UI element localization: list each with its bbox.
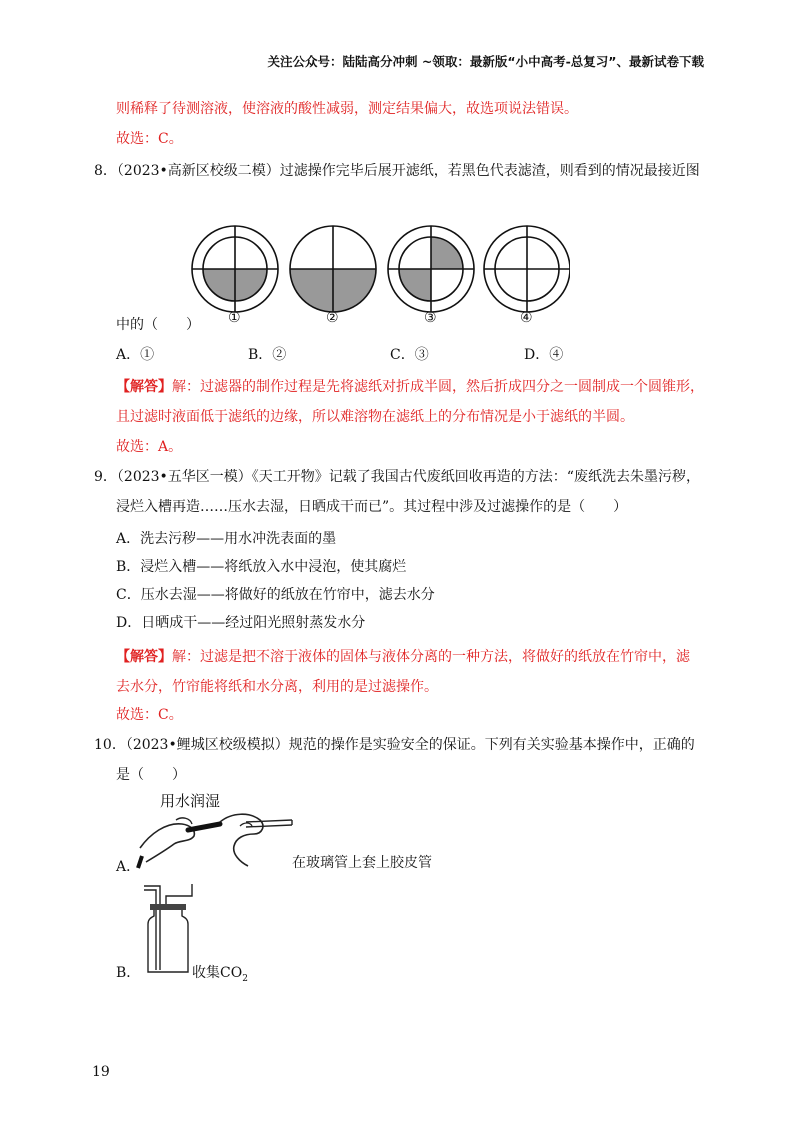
q10-optA-letter[interactable]: A． — [116, 859, 141, 875]
filter-figure-4 — [484, 226, 570, 312]
q8-figure-label-1: ① — [228, 310, 241, 326]
q8-analysis-1: 【解答】解：过滤器的制作过程是先将滤纸对折成半圆，然后折成四分之一圆制成一个圆锥形， — [116, 379, 704, 395]
q9-analysis-tag: 【解答】 — [116, 649, 172, 665]
q9-analysis-1: 【解答】解：过滤是把不溶于液体的固体与液体分离的一种方法，将做好的纸放在竹帘中，滤 — [116, 649, 690, 665]
prev-explain: 则稀释了待测溶液，使溶液的酸性减弱，测定结果偏大，故选项说法错误。 — [116, 101, 578, 117]
q8-option-d[interactable]: D．④ — [524, 347, 564, 363]
q8-analysis-tag: 【解答】 — [116, 379, 172, 395]
prev-answer: 故选：C。 — [116, 131, 183, 147]
q10-optA-illustration — [136, 810, 296, 872]
q10-optA-caption: 用水润湿 — [160, 792, 221, 810]
q9-stem-2: 浸烂入槽再造……压水去湿，日晒成干而已”。其过程中涉及过滤操作的是（ ） — [116, 499, 628, 515]
q9-analysis-2: 去水分，竹帘能将纸和水分离，利用的是过滤操作。 — [116, 679, 438, 695]
q8-figure-label-2: ② — [326, 310, 339, 326]
q8-figure-label-4: ④ — [520, 310, 533, 326]
filter-figure-3 — [388, 226, 474, 312]
q8-filter-paper-figures — [190, 224, 570, 316]
q9-option-d[interactable]: D．日晒成干——经过阳光照射蒸发水分 — [116, 615, 366, 631]
q10-optB-letter[interactable]: B． — [116, 965, 141, 981]
q8-figure-label-3: ③ — [424, 310, 437, 326]
page-header: 关注公众号：陆陆高分冲刺 ~领取：最新版“小中高考-总复习”、最新试卷下载 — [267, 54, 704, 69]
q10-optA-text: 在玻璃管上套上胶皮管 — [292, 855, 432, 871]
q8-stem-2: 中的（ ） — [116, 317, 200, 333]
filter-figure-1 — [192, 226, 278, 312]
page-number: 19 — [92, 1064, 110, 1080]
q8-option-c[interactable]: C．③ — [390, 347, 429, 363]
q9-answer: 故选：C。 — [116, 707, 183, 723]
q8-analysis-2: 且过滤时液面低于滤纸的边缘，所以难溶物在滤纸上的分布情况是小于滤纸的半圆。 — [116, 409, 634, 425]
q9-option-a[interactable]: A．洗去污秽——用水冲洗表面的墨 — [116, 531, 337, 547]
q10-stem-2: 是（ ） — [116, 767, 186, 783]
q9-option-b[interactable]: B．浸烂入槽——将纸放入水中浸泡，使其腐烂 — [116, 559, 407, 575]
q10-optB-text: 收集$CO_2$ — [192, 965, 248, 984]
q9-option-c[interactable]: C．压水去湿——将做好的纸放在竹帘中，滤去水分 — [116, 587, 435, 603]
q9-stem-1: 9．（2023•五华区一模）《天工开物》记载了我国古代废纸回收再造的方法：“废纸洗去朱墨污秽， — [94, 469, 700, 485]
filter-figure-2 — [290, 226, 376, 312]
q10-stem-1: 10．（2023•鲤城区校级模拟）规范的操作是实验安全的保证。下列有关实验基本操作中，正确的 — [94, 737, 695, 753]
q8-option-b[interactable]: B．② — [248, 347, 287, 363]
q8-stem-1: 8．（2023•高新区校级二模）过滤操作完毕后展开滤纸，若黑色代表滤渣，则看到的情况最接近图 — [94, 163, 700, 179]
q8-option-a[interactable]: A．① — [116, 347, 155, 363]
q8-answer: 故选：A。 — [116, 439, 183, 455]
